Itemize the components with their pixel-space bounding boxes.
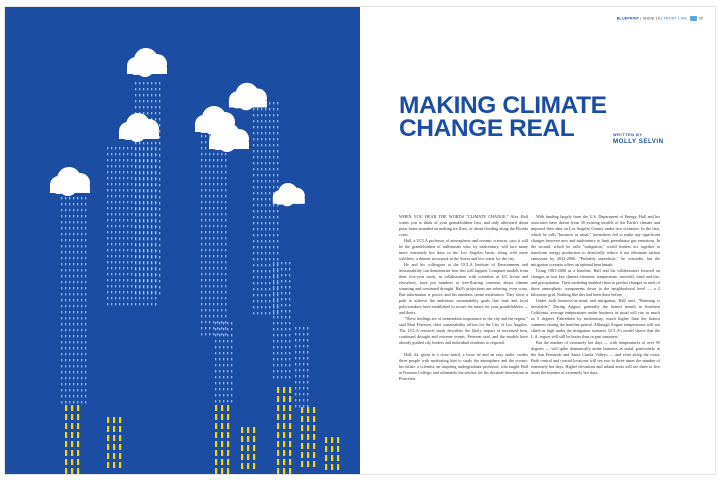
cloud-icon — [195, 106, 235, 135]
body-column-2 — [531, 214, 660, 376]
body-column-1 — [399, 214, 528, 382]
section-name: FRONT LINE — [663, 16, 688, 21]
byline-label: WRITTEN BY — [613, 133, 643, 137]
cloud-icon — [50, 167, 90, 196]
magazine-spread — [5, 7, 715, 474]
climate-illustration — [5, 7, 360, 474]
issue-number: ISSUE 10 — [642, 16, 661, 21]
article-title — [399, 92, 607, 142]
cloud-icon — [119, 113, 159, 142]
paragraph: But the number of extremely hot days — with temperatures of over 95 degrees — will spike dramatically under business as usual, particularly in the San Fernando and Santa Clarita Valleys — and even along the coast. Both central and coastal locations will see two to three times the number of extremely hot days. Higher elevations and inland areas will see three to five times the number of extremely hot days. — [531, 340, 660, 375]
paragraph: With funding largely from the U.S. Department of Energy, Hall and his associates have drawn from 30 existing models of the Earth's climate and imposed their data on Los Angeles County under two scenarios. In the first, which he calls "business as usual," lawmakers fail to make any significant changes between now and midcentury to limit greenhouse gas emissions. In the second, which he calls "mitigation," world leaders act together to transform energy production to drastically reduce if not eliminate carbon emissions by 2041-2060. "Probably unrealistic," he concedes, but the mitigation scenario offers an optimal benchmark. — [531, 214, 660, 267]
cloud-icon — [127, 48, 167, 77]
author-name: MOLLY SELVIN — [613, 138, 664, 145]
paragraph: WHEN YOU HEAR THE WORDS "CLIMATE CHANGE," Alex Hall wants you to think of your grandchildren first, and only afterward about polar bears stranded on melting ice floes, or about flooding along the Florida coast. — [399, 214, 528, 237]
paragraph: Hall, 44, given to a close beard, a loose tie and an easy smile, credits three people with motivating him to study the atmosphere and the oceans: his father, a scientist; an inspiring undergraduate professor, who taught Hall at Pomona College; and ultimately the advisor for his doctoral dissertation at Princeton. — [399, 352, 528, 381]
illustration-page — [5, 7, 360, 474]
magazine-name: BLUEPRINT — [616, 16, 640, 21]
running-head: BLUEPRINT | ISSUE 10 | FRONT LINE 29 — [616, 16, 703, 21]
cloud-icon — [229, 83, 267, 111]
speech-bubble-icon — [690, 16, 697, 21]
byline — [613, 133, 664, 145]
paragraph: Hall, a UCLA professor of atmospheric and oceanic sciences, says it will be the grandchildren of millennials who, by midcentury, will face many more extremely hot days in the Los Angeles basin, along with more wildfires, a thinner snowpack in the Sierra and less water for the city. — [399, 238, 528, 261]
skyscraper-icon — [106, 417, 125, 469]
paragraph: "These findings are of tremendous importance to the city and the region," said Matt Petersen, chief sustainability officer for the City of Los Angeles. The UCLA research study describes the likely impact of increased heat, continued drought and extreme events. Petersen said, and the models have already guided city leaders and individual residents to respond. — [399, 316, 528, 345]
title-line-2: CHANGE REAL — [399, 114, 575, 142]
page-number: 29 — [698, 16, 703, 21]
title-line-1: MAKING CLIMATE — [399, 92, 607, 119]
paragraph: Under both business-as-usual and mitigation, Hall said, "Warming is inevitable." During August, generally the hottest month in Southern California, average temperatures under business as usual will rise as much as 5 degrees Fahrenheit by midcentury, much higher than the hottest summers during the baseline period. Although August temperatures will not climb as high under the mitigation scenario, UCLA's model shows that the L.A. region will still be hotter than in past summers. — [531, 298, 660, 339]
paragraph: Using 1981-2000 as a baseline, Hall and his collaborators focused on changes in four key climate elements: temperature, snowfall, wind and fire, and precipitation. Their modeling enabled them to predict changes in each of these atmospheric components down to the neighborhood level — a 2 kilometer grid. Nothing like this had been done before. — [531, 268, 660, 297]
article-page — [360, 7, 715, 474]
paragraph: He and his colleagues at the UCLA Institute of Environment and Sustainability can demonstrate how this will happen. Computer models from their five-year study, in collaboration with scientists at UC Irvine and elsewhere, have put numbers to free-floating concerns about climate warming and continued drought. Hall's projections are sobering, even scary. But information is power, and his numbers create motivation. They show a path to achieve the ambitious sustainability goals that state and local policymakers have established to secure the future for your grandchildren — and theirs. — [399, 262, 528, 315]
